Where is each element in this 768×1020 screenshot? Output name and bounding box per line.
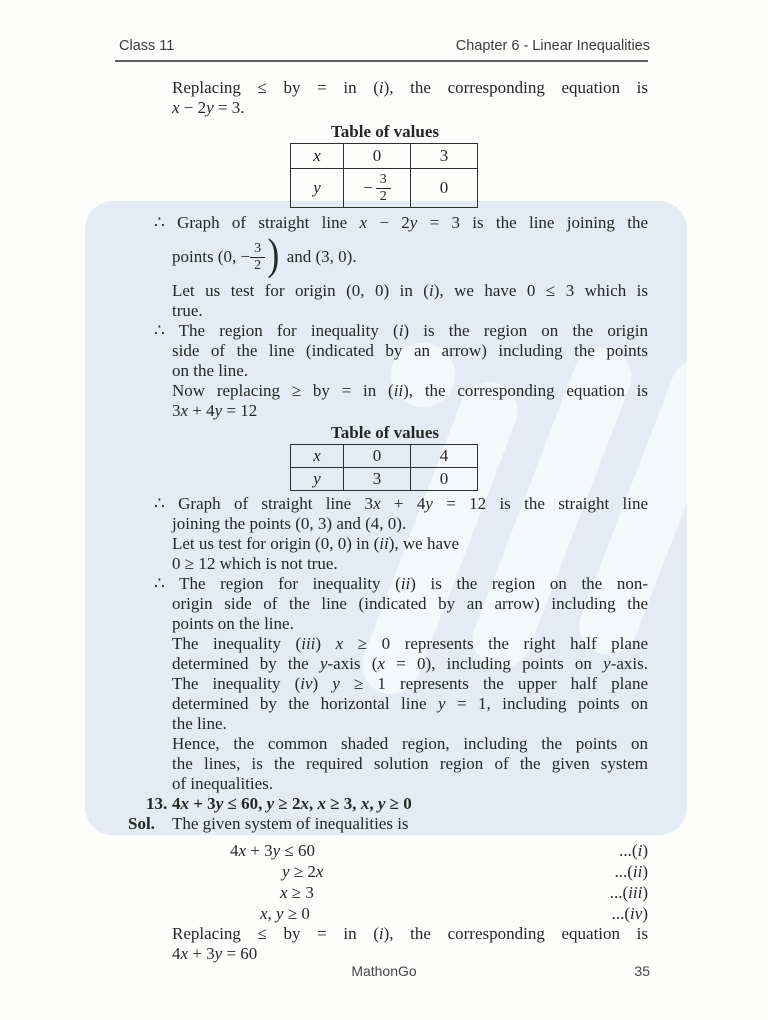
- text-line: [172, 98, 648, 118]
- text-line: [172, 301, 648, 321]
- text-line: [172, 514, 648, 534]
- table-cell: 3: [411, 144, 478, 169]
- text-line: [172, 944, 648, 964]
- text-segment: = 60: [222, 944, 258, 963]
- table-cell: 0: [344, 445, 411, 468]
- text-segment: joining the points (0, 3) and (4, 0).: [172, 514, 407, 533]
- text-segment: Replacing ≤ by = in (: [172, 78, 379, 97]
- text-segment: ≤ 60: [280, 841, 316, 860]
- equation-row: [172, 840, 648, 861]
- text-segment: 4: [172, 794, 181, 813]
- text-line: [154, 321, 648, 341]
- text-segment: ), we have 0 ≤ 3 which is: [433, 281, 649, 300]
- text-segment: x: [377, 654, 385, 673]
- text-segment: ≥ 2: [289, 862, 316, 881]
- question-statement: [172, 794, 412, 814]
- values-table: [290, 143, 478, 208]
- text-segment: of inequalities.: [172, 774, 274, 793]
- table-of-values-2: [290, 423, 480, 491]
- text-segment: ): [642, 841, 648, 860]
- text-line: [172, 594, 648, 614]
- text-segment: determined by the: [172, 654, 320, 673]
- text-segment: y: [214, 944, 223, 963]
- text-line: [154, 574, 648, 594]
- header-chapter: Chapter 6 - Linear Inequalities: [455, 38, 650, 54]
- table-cell: 3: [344, 468, 411, 491]
- text-segment: ∴ The region for inequality (: [154, 321, 399, 340]
- text-segment: ∴ Graph of straight line 3: [154, 494, 374, 513]
- table-cell-fraction: [344, 169, 411, 208]
- text-segment: ≥ 3: [287, 883, 314, 902]
- text-segment: = 3.: [213, 98, 245, 117]
- panel-text-b: [154, 281, 649, 421]
- text-segment: ...(: [619, 841, 638, 860]
- text-segment: ∴ The region for inequality (: [154, 574, 401, 593]
- intro-paragraph: [172, 78, 648, 118]
- text-segment: y: [272, 841, 281, 860]
- text-line: [172, 534, 648, 554]
- panel-text-c: [154, 494, 648, 794]
- text-segment: The inequality (: [172, 634, 302, 653]
- fraction: $\frac{3}{2}$: [250, 241, 265, 273]
- text-segment: -axis (: [327, 654, 378, 673]
- table-cell: 0: [411, 468, 478, 491]
- text-segment: ,: [267, 904, 277, 923]
- equation: [260, 904, 310, 923]
- text-segment: x: [360, 794, 370, 813]
- question-number: 13.: [146, 794, 168, 813]
- text-line: [172, 78, 648, 98]
- text-segment: true.: [172, 301, 203, 320]
- text-segment: side of the line (indicated by an arrow) including the points: [172, 341, 648, 360]
- footer-page-number: 35: [634, 963, 650, 979]
- text-segment: = 3 is the line joining the: [417, 213, 649, 232]
- text-segment: iv: [630, 904, 643, 923]
- text-segment: ): [642, 862, 648, 881]
- text-segment: ii: [379, 534, 389, 553]
- text-segment: x: [180, 794, 189, 813]
- table-cell: 0: [344, 144, 411, 169]
- equation-label: [612, 903, 648, 924]
- text-segment: ) is the region on the non-: [410, 574, 648, 593]
- text-segment: = 0), including points on: [384, 654, 604, 673]
- equation-label: [619, 840, 648, 861]
- text-segment: Hence, the common shaded region, including the points on: [172, 734, 648, 753]
- text-segment: Let us test for origin (0, 0) in (: [172, 534, 380, 553]
- text-segment: The given system of inequalities is: [172, 814, 409, 833]
- text-segment: determined by the horizontal line: [172, 694, 438, 713]
- text-segment: x: [280, 883, 288, 902]
- text-line: [172, 654, 648, 674]
- text-segment: y: [425, 494, 433, 513]
- text-segment: x: [373, 494, 381, 513]
- text-segment: Let us test for origin (0, 0) in (: [172, 281, 429, 300]
- text-segment: y: [603, 654, 611, 673]
- text-segment: ≥ 0: [283, 904, 310, 923]
- text-segment: y: [319, 654, 328, 673]
- text-segment: = 1, including points on: [445, 694, 648, 713]
- equation-label: [610, 882, 648, 903]
- text-line: [172, 924, 648, 944]
- text-segment: + 3: [188, 944, 215, 963]
- text-segment: ≥ 0 represents the right half plane: [343, 634, 648, 653]
- text-segment: ): [312, 674, 333, 693]
- text-segment: ,: [369, 794, 378, 813]
- equation: [282, 862, 323, 881]
- question-13: [146, 794, 648, 814]
- text-segment: x: [238, 841, 247, 860]
- text-segment: i: [378, 78, 384, 97]
- text-line: [172, 734, 648, 754]
- text-segment: ), the corresponding equation is: [383, 78, 648, 97]
- equation-row: [172, 882, 648, 903]
- text-segment: ...(: [614, 862, 633, 881]
- text-segment: x: [180, 401, 189, 420]
- text-segment: + 3: [189, 794, 216, 813]
- text-segment: x: [335, 634, 344, 653]
- text-segment: the lines, is the required solution region of the given system: [172, 754, 648, 773]
- table-of-values-1: [290, 122, 480, 208]
- text-line: [172, 634, 648, 654]
- text-segment: ): [642, 904, 648, 923]
- text-segment: on the line.: [172, 361, 249, 380]
- text-segment: ∴ Graph of straight line: [154, 213, 360, 232]
- text-segment: i: [378, 924, 384, 943]
- text-segment: The inequality (: [172, 674, 301, 693]
- table-cell: x: [291, 144, 344, 169]
- table-cell: x: [291, 445, 344, 468]
- fraction: $\frac{3}{2}$: [376, 172, 391, 204]
- header-class: Class 11: [119, 38, 175, 54]
- text-segment: i: [398, 321, 404, 340]
- table-cell: 0: [411, 169, 478, 208]
- text-segment: 0 ≥ 12 which is not true.: [172, 554, 338, 573]
- text-segment: − 2: [367, 213, 410, 232]
- text-line: [172, 614, 648, 634]
- text-segment: y: [215, 794, 224, 813]
- table-title: Table of values: [330, 423, 439, 442]
- solution-text: [172, 814, 409, 834]
- text-line: [154, 494, 648, 514]
- text-segment: ,: [308, 794, 318, 813]
- text-segment: + 3: [246, 841, 273, 860]
- text-line: [172, 694, 648, 714]
- equation-label: [614, 861, 648, 882]
- footer-brand: MathonGo: [351, 963, 417, 979]
- values-table: [290, 444, 478, 491]
- solution-row: [128, 814, 648, 834]
- text-segment: Now replacing ≥ by = in (: [172, 381, 394, 400]
- text-segment: x: [180, 944, 189, 963]
- text-line: [172, 381, 648, 401]
- outro-paragraph: [172, 924, 648, 964]
- text-segment: ≤ 60,: [223, 794, 267, 813]
- text-line: [172, 754, 648, 774]
- text-line: [172, 401, 648, 421]
- table-title: Table of values: [330, 122, 439, 141]
- text-segment: ii: [632, 862, 643, 881]
- text-segment: i: [637, 841, 643, 860]
- big-parenthesis: ): [267, 230, 280, 280]
- text-segment: ≥ 0: [385, 794, 412, 813]
- text-segment: ii: [393, 381, 404, 400]
- text-segment: the line.: [172, 714, 227, 733]
- text-segment: ) is the region on the origin: [403, 321, 649, 340]
- text-segment: iii: [301, 634, 316, 653]
- text-segment: ), the corresponding equation is: [403, 381, 648, 400]
- inequality-system: [172, 840, 648, 924]
- fraction-line-pre: points (0, −: [172, 247, 251, 266]
- text-segment: 4: [172, 944, 181, 963]
- text-line: [172, 554, 648, 574]
- text-segment: x: [260, 904, 268, 923]
- equation: [280, 883, 314, 902]
- text-segment: + 4: [188, 401, 215, 420]
- table-cell: 4: [411, 445, 478, 468]
- fraction-sign: −: [363, 178, 373, 197]
- text-line: [172, 341, 648, 361]
- text-segment: ...(: [609, 883, 629, 902]
- text-segment: y: [409, 213, 418, 232]
- text-segment: y: [437, 694, 446, 713]
- text-segment: ii: [400, 574, 411, 593]
- table-cell: y: [291, 468, 344, 491]
- text-segment: ): [642, 883, 648, 902]
- text-segment: y: [266, 794, 275, 813]
- text-segment: i: [428, 281, 434, 300]
- solution-label: Sol.: [128, 814, 155, 833]
- text-line: [172, 361, 648, 381]
- text-segment: iii: [628, 883, 643, 902]
- text-segment: x: [300, 794, 309, 813]
- text-segment: + 4: [380, 494, 426, 513]
- text-segment: ): [315, 634, 336, 653]
- text-segment: Replacing ≤ by = in (: [172, 924, 379, 943]
- text-segment: 4: [230, 841, 239, 860]
- text-segment: y: [332, 674, 340, 693]
- fraction-line-post: and (3, 0).: [286, 247, 357, 266]
- equation-row: [172, 861, 648, 882]
- text-segment: origin side of the line (indicated by an arrow) including the: [172, 594, 648, 613]
- text-line: [172, 674, 648, 694]
- text-segment: ), we have: [388, 534, 460, 553]
- text-segment: 3: [172, 401, 181, 420]
- text-segment: x: [359, 213, 368, 232]
- table-cell: y: [291, 169, 344, 208]
- text-segment: x: [172, 98, 180, 117]
- header-rule: [115, 60, 648, 62]
- text-segment: -axis.: [610, 654, 648, 673]
- text-segment: y: [282, 862, 290, 881]
- text-segment: ≥ 2: [274, 794, 301, 813]
- text-segment: points on the line.: [172, 614, 294, 633]
- text-segment: x: [317, 794, 326, 813]
- text-segment: = 12: [222, 401, 258, 420]
- panel-text-a: [154, 213, 649, 233]
- points-fraction-line: [172, 230, 648, 281]
- text-segment: ...(: [611, 904, 631, 923]
- equation: [230, 841, 315, 860]
- text-segment: ), the corresponding equation is: [383, 924, 648, 943]
- text-segment: − 2: [179, 98, 207, 117]
- text-line: [172, 281, 648, 301]
- text-line: [154, 213, 648, 233]
- text-segment: y: [276, 904, 284, 923]
- text-segment: y: [377, 794, 386, 813]
- text-segment: = 12 is the straight line: [432, 494, 648, 513]
- equation-row: [172, 903, 648, 924]
- text-segment: x: [315, 862, 324, 881]
- text-segment: ≥ 3,: [325, 794, 361, 813]
- text-line: [172, 714, 648, 734]
- text-segment: y: [206, 98, 214, 117]
- page-content: [128, 78, 649, 964]
- text-segment: iv: [300, 674, 313, 693]
- text-segment: y: [214, 401, 223, 420]
- text-line: [172, 774, 648, 794]
- text-segment: ≥ 1 represents the upper half plane: [339, 674, 648, 693]
